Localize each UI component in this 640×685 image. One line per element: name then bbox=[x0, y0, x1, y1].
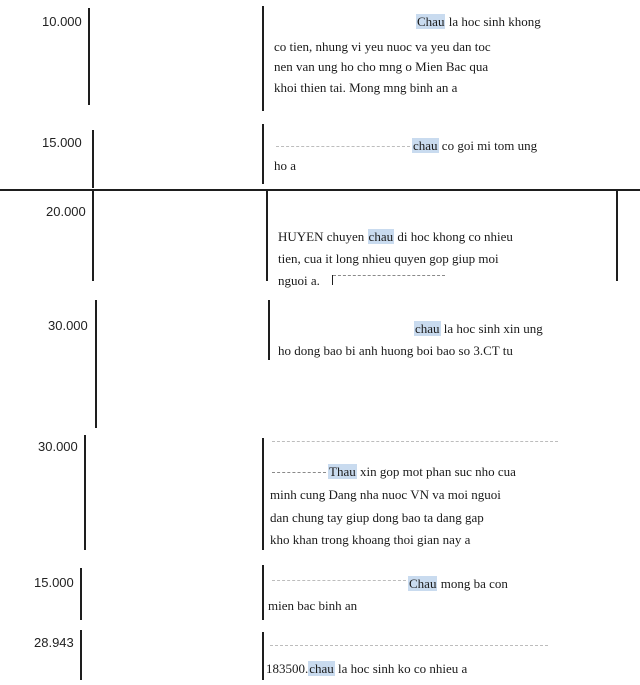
amount-cell: 30.000 bbox=[48, 318, 88, 333]
redaction-mark bbox=[270, 645, 548, 646]
name-highlight: chau bbox=[413, 138, 438, 153]
description-line: mien bac binh an bbox=[268, 598, 358, 613]
column-divider bbox=[80, 630, 82, 680]
description-line: khoi thien tai. Mong mng binh an a bbox=[274, 80, 458, 95]
name-highlight: chau bbox=[368, 229, 394, 244]
description-line: Chau la hoc sinh khong bbox=[417, 14, 541, 29]
redaction-mark bbox=[272, 472, 326, 473]
column-divider bbox=[262, 6, 264, 111]
redaction-mark bbox=[333, 275, 445, 276]
amount-cell: 15.000 bbox=[42, 135, 82, 150]
description-line: nguoi a. bbox=[278, 273, 320, 288]
redaction-mark bbox=[276, 146, 410, 147]
description-line: Thau xin gop mot phan suc nho cua bbox=[329, 464, 516, 479]
description-line: HUYEN chuyen chau di hoc khong co nhieu bbox=[278, 229, 513, 244]
column-divider bbox=[262, 565, 264, 620]
name-highlight: Chau bbox=[417, 14, 445, 29]
column-divider bbox=[95, 300, 97, 428]
description-line: tien, cua it long nhieu quyen gop giup moi bbox=[278, 251, 499, 266]
amount-cell: 20.000 bbox=[46, 204, 86, 219]
name-highlight: chau bbox=[415, 321, 440, 336]
column-divider bbox=[268, 300, 270, 360]
redaction-mark bbox=[272, 580, 406, 581]
column-divider bbox=[262, 438, 264, 550]
column-divider bbox=[92, 130, 94, 188]
description-line: ho a bbox=[274, 158, 297, 173]
column-divider bbox=[80, 568, 82, 620]
name-highlight: Chau bbox=[409, 576, 437, 591]
description-line: nen van ung ho cho mng o Mien Bac qua bbox=[274, 59, 489, 74]
description-line: chau la hoc sinh xin ung bbox=[415, 321, 543, 336]
description-line: chau co goi mi tom ung bbox=[413, 138, 538, 153]
name-highlight: Thau bbox=[329, 464, 356, 479]
description-line: co tien, nhung vi yeu nuoc va yeu dan toc bbox=[274, 39, 491, 54]
description-line: Chau mong ba con bbox=[409, 576, 508, 591]
amount-cell: 28.943 bbox=[34, 635, 74, 650]
description-line: minh cung Dang nha nuoc VN va moi nguoi bbox=[270, 487, 501, 502]
redaction-mark bbox=[272, 441, 558, 442]
column-divider bbox=[616, 189, 618, 281]
column-divider bbox=[262, 632, 264, 680]
column-divider bbox=[266, 189, 268, 281]
name-highlight: chau bbox=[309, 661, 334, 676]
row-separator bbox=[0, 189, 640, 191]
description-line: dan chung tay giup dong bao ta dang gap bbox=[270, 510, 484, 525]
amount-cell: 15.000 bbox=[34, 575, 74, 590]
column-divider bbox=[92, 189, 94, 281]
column-divider bbox=[84, 435, 86, 550]
amount-cell: 10.000 bbox=[42, 14, 82, 29]
amount-cell: 30.000 bbox=[38, 439, 78, 454]
text-cursor-mark bbox=[332, 275, 333, 285]
description-line: 183500.chau la hoc sinh ko co nhieu a bbox=[266, 661, 468, 676]
description-line: ho dong bao bi anh huong boi bao so 3.CT tu bbox=[278, 343, 513, 358]
column-divider bbox=[88, 8, 90, 105]
description-line: kho khan trong khoang thoi gian nay a bbox=[270, 532, 471, 547]
column-divider bbox=[262, 124, 264, 184]
